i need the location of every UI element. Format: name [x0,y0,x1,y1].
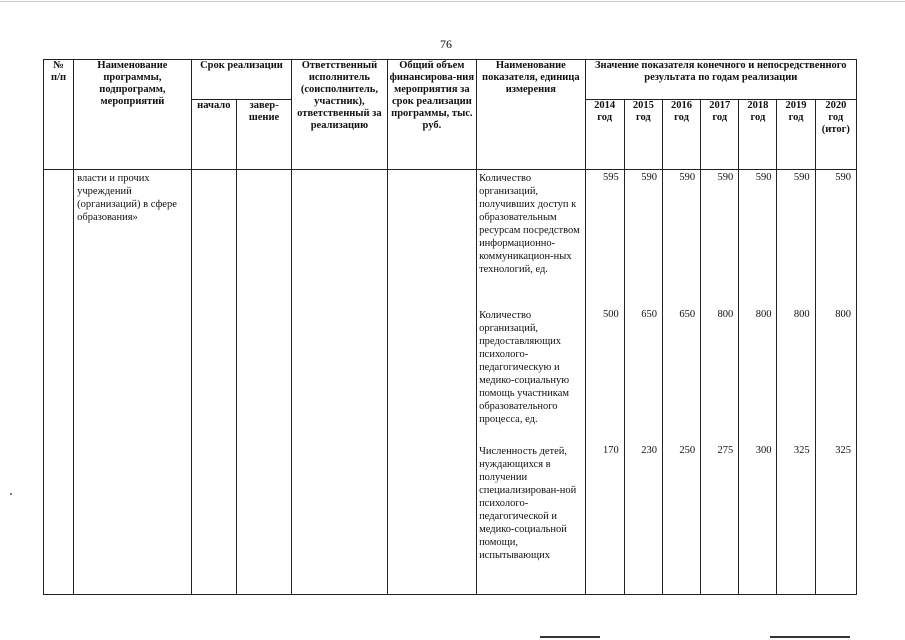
cell-values-2018 [739,170,777,595]
value: 325 [835,445,851,456]
cell-values-2015 [624,170,662,595]
scan-edge-line [540,636,600,638]
value: 590 [717,172,734,183]
scan-edge-line [0,1,905,2]
cell-funding [387,170,476,595]
header-program-name: Наименование программы, подпрограмм, мероприятий [74,60,192,170]
cell-values-2017 [701,170,739,595]
value: 300 [755,445,772,456]
value: 275 [717,445,734,456]
header-year-2018: 2018 год [739,100,777,170]
header-year-2016: 2016 год [662,100,700,170]
cell-values-2019 [777,170,815,595]
header-year-2015: 2015 год [624,100,662,170]
program-text: власти и прочих учреждений (организаций) в сфере образования» [77,173,177,223]
value: 590 [679,172,696,183]
header-executor: Ответственный исполнитель (соисполнитель, участник), ответственный за реализацию [292,60,387,170]
value: 250 [679,445,696,456]
cell-executor [292,170,387,595]
value: 650 [679,309,696,320]
cell-indicator [477,170,586,595]
value: 650 [641,309,657,320]
cell-num [44,170,74,595]
program-table [43,59,857,595]
page-number: 76 [440,37,452,51]
cell-program-name [74,170,192,595]
value: 170 [603,445,619,456]
table-row [44,170,857,595]
header-term-start: начало [191,100,236,170]
value: 590 [755,172,772,183]
scan-edge-line [770,636,850,638]
header-year-2014: 2014 год [585,100,624,170]
cell-term-end [236,170,291,595]
header-funding: Общий объем финансирова-ния мероприятия за срок реализации программы, тыс. руб. [387,60,476,170]
value: 800 [717,309,734,320]
indicator-text: Количество организаций, предоставляющих психолого-педагогическую и медико-социальную помощь участникам образовательного процесса, ед. [479,310,570,425]
indicator-text: Количество организаций, получивших доступ к образовательным ресурсам посредством информационно-коммуникацион-ных технологий, ед. [479,173,580,275]
header-indicator: Наименование показателя, единица измерения [477,60,586,170]
value: 325 [793,445,810,456]
header-year-2019: 2019 год [777,100,815,170]
header-term: Срок реализации [191,60,291,100]
value: 800 [755,309,772,320]
header-year-2020: 2020 год (итог) [815,100,856,170]
cell-values-2016 [662,170,700,595]
cell-values-2020 [815,170,856,595]
header-num: № п/п [44,60,74,170]
value: 230 [641,445,657,456]
value: 590 [835,172,851,183]
header-term-end: завер-шение [236,100,291,170]
value: 590 [793,172,810,183]
scan-speck [10,493,12,495]
header-values-group: Значение показателя конечного и непосредственного результата по годам реализации [585,60,856,100]
value: 595 [603,172,619,183]
value: 500 [603,309,619,320]
cell-term-start [191,170,236,595]
value: 590 [641,172,657,183]
value: 800 [835,309,851,320]
indicator-text: Численность детей, нуждающихся в получении специализирован-ной психолого-педагогической и медико-социальной помощи, испытывающих [479,446,577,561]
cell-values-2014 [585,170,624,595]
header-year-2017: 2017 год [701,100,739,170]
value: 800 [793,309,810,320]
